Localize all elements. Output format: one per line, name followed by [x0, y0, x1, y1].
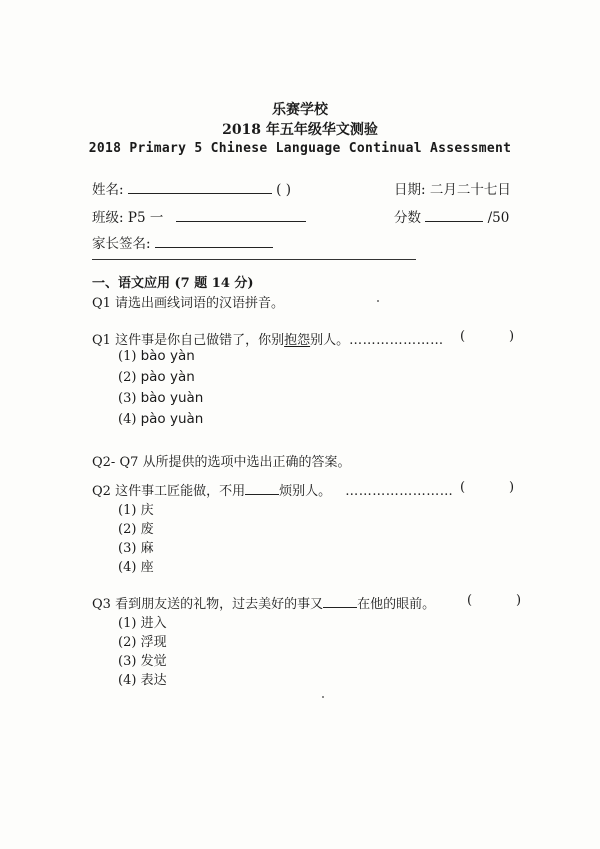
q1-answer-paren-open: ( — [460, 329, 466, 344]
class-value: P5 一 — [127, 210, 164, 226]
q1-answer-paren-close: ) — [509, 329, 515, 344]
index-number-paren: ( ) — [276, 182, 291, 198]
parent-signature-row — [92, 232, 273, 252]
q2-text-before: 这件事工匠能做，不用 — [115, 484, 246, 499]
q1-underlined-word: 抱怨 — [284, 333, 311, 348]
q3-number: Q3 — [92, 597, 111, 612]
exam-title-english: 2018 Primary 5 Chinese Language Continual Assessment — [88, 141, 512, 156]
q2-answer-paren-close: ) — [509, 480, 515, 495]
class-label: 班级: — [92, 210, 124, 226]
q3-answer-paren-open: ( — [467, 593, 473, 608]
q3-stem — [92, 593, 435, 612]
date-value: 二月二十七日 — [429, 182, 511, 198]
q1-number: Q1 — [92, 333, 111, 348]
scan-speck — [377, 300, 379, 302]
q2-option-1: (1) 庆 — [118, 503, 154, 518]
q2-option-4: (4) 座 — [118, 560, 154, 575]
q3-option-3: (3) 发觉 — [118, 654, 167, 669]
date-row — [394, 178, 511, 198]
name-row — [92, 178, 291, 198]
q3-option-4: (4) 表达 — [118, 673, 167, 688]
exam-title-chinese: 2018 年五年级华文测验 — [222, 122, 378, 138]
q1-option-2: (2) pào yàn — [118, 369, 195, 385]
q1-stem — [92, 329, 444, 348]
section-divider — [92, 259, 416, 260]
q1-option-1: (1) bào yàn — [118, 348, 195, 364]
name-label: 姓名: — [92, 182, 124, 198]
q2-text-after: 烦别人。 — [279, 484, 332, 499]
score-total: /50 — [487, 210, 510, 226]
q3-text-before: 看到朋友送的礼物，过去美好的事又 — [115, 597, 324, 612]
name-blank — [128, 181, 272, 194]
q1-dots: ………………… — [349, 333, 444, 348]
q1-text-after: 别人。 — [310, 333, 350, 348]
q2-option-3: (3) 麻 — [118, 541, 154, 556]
parent-signature-label: 家长签名: — [92, 236, 151, 252]
q2-answer-paren-open: ( — [460, 480, 466, 495]
q3-answer-paren-close: ) — [516, 593, 522, 608]
q3-answer-blank — [323, 596, 357, 608]
score-row — [394, 206, 509, 226]
q2-answer-blank — [245, 483, 279, 495]
score-label: 分数 — [394, 210, 421, 226]
date-label: 日期: — [394, 182, 426, 198]
q2-q7-instruction: Q2- Q7 从所提供的选项中选出正确的答案。 — [92, 455, 351, 470]
parent-signature-blank — [155, 235, 273, 248]
school-name: 乐赛学校 — [272, 102, 328, 118]
class-blank — [176, 209, 306, 222]
q1-option-4: (4) pào yuàn — [118, 411, 204, 427]
q2-dots: …………………… — [345, 484, 454, 499]
q3-text-after: 在他的眼前。 — [357, 597, 436, 612]
q1-option-3: (3) bào yuàn — [118, 390, 204, 406]
q2-stem — [92, 480, 453, 499]
section-heading: 一、语文应用 (7 题 14 分) — [92, 276, 254, 291]
q1-text-before: 这件事是你自己做错了，你别 — [115, 333, 285, 348]
q3-option-2: (2) 浮现 — [118, 635, 167, 650]
q3-option-1: (1) 进入 — [118, 616, 167, 631]
score-blank — [425, 209, 483, 222]
scan-speck — [322, 696, 324, 698]
q1-instruction: Q1 请选出画线词语的汉语拼音。 — [92, 296, 285, 311]
q2-option-2: (2) 废 — [118, 522, 154, 537]
class-row — [92, 206, 306, 226]
q2-number: Q2 — [92, 484, 111, 499]
